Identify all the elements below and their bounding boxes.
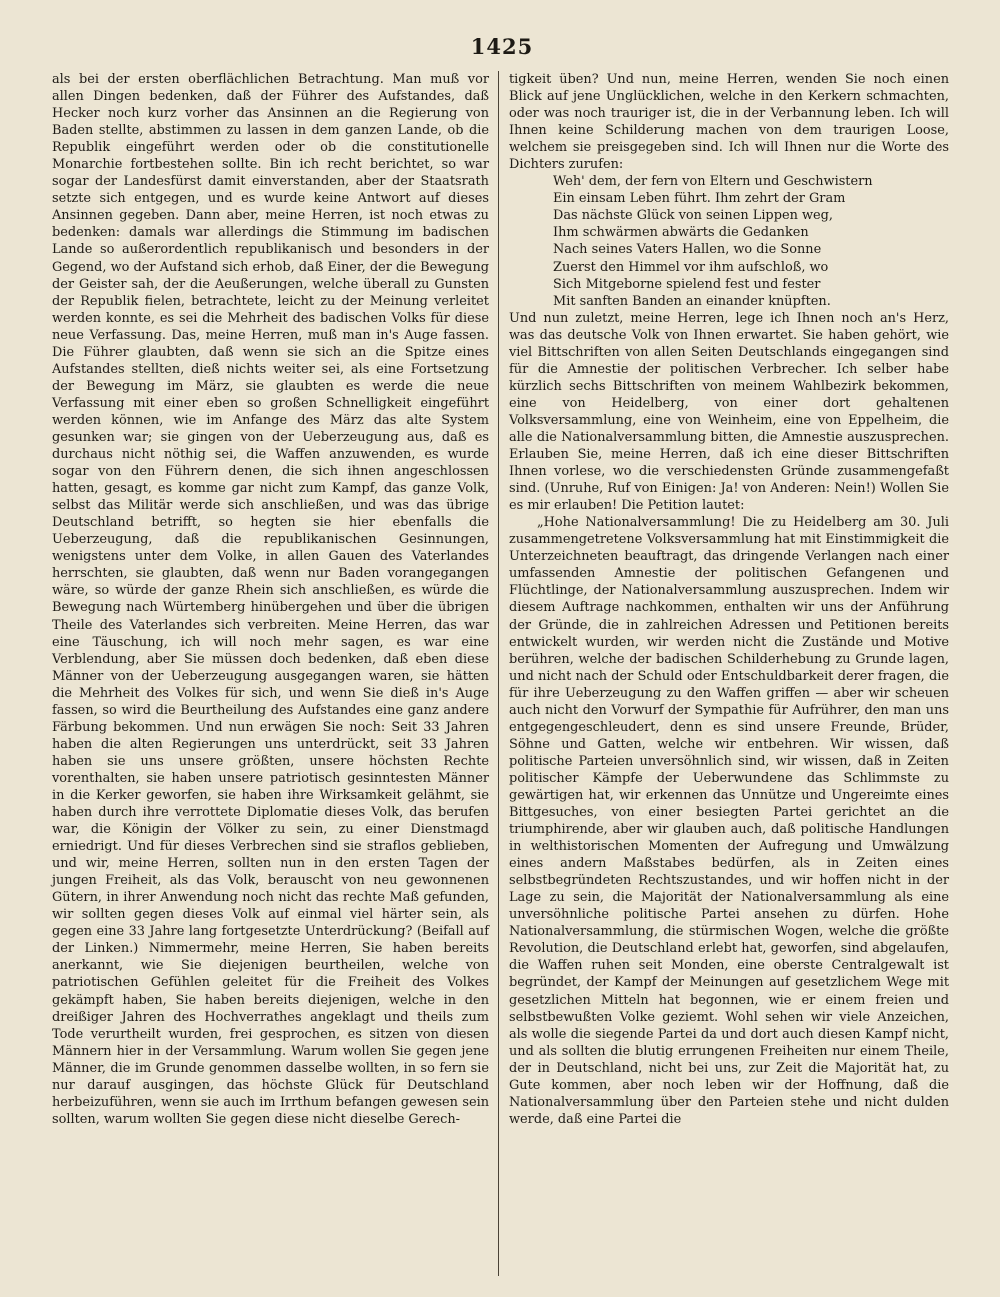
poem-line: Das nächste Glück von seinen Lippen weg,	[553, 208, 833, 224]
poem-line: Weh' dem, der fern von Eltern und Geschwistern	[553, 174, 873, 190]
left-paragraph: als bei der ersten oberflächlichen Betrachtung. Man muß vor allen Dingen bedenken, daß der Führer des Aufstandes, daß Hecker noch kurz vorher das Ansinnen an die Regierung von Baden stellte, abstimmen zu lassen in dem ganzen Lande, ob die Republik eingeführt werden oder ob die constitutionelle Monarchie fortbestehen sollte. Bin ich recht berichtet, so war sogar der Landesfürst damit einverstanden, aber der Staatsrath setzte sich entgegen, und es wurde keine Antwort auf dieses Ansinnen gegeben. Dann aber, meine Herren, ist noch etwas zu bedenken: damals war allerdings die Stimmung im badischen Lande so außerordentlich republikanisch und besonders in der Gegend, wo der Aufstand sich erhob, daß Einer, der die Bewegung der Geister sah, der die Aeußerungen, welche überall zu Gunsten der Republik fielen, betrachtete, leicht zu der Meinung verleitet werden konnte, es sei die Mehrheit des badischen Volks für diese neue Verfassung. Das, meine Herren, muß man in's Auge fassen. Die Führer glaubten, daß wenn sie sich an die Spitze eines Aufstandes stellten, dieß nichts weiter sei, als eine Fortsetzung der Bewegung im März, sie glaubten es werde die neue Verfassung mit einer eben so großen Schnelligkeit eingeführt werden können, wie im Anfange des März das alte System gesunken war; sie gingen von der Ueberzeugung aus, daß es durchaus nicht nöthig sei, die Waffen anzuwenden, es wurde sogar von den Führern denen, die sich ihnen angeschlossen hatten, gesagt, es komme gar nicht zum Kampf, das ganze Volk, selbst das Militär werde sich anschließen, und was das übrige Deutschland betrifft, so hegten sie hier ebenfalls die Ueberzeugung, daß die republikanischen Gesinnungen, wenigstens unter dem Volke, in allen Gauen des Vaterlandes herrschten, sie glaubten, daß wenn nur Baden vorangegangen wäre, so würde der ganze Rhein sich anschließen, es würde die Bewegung nach Würtemberg hinübergehen und über die übrigen Theile des Vaterlandes sich verbreiten. Meine Herren, das war eine Täuschung, ich will noch mehr sagen, es war eine Verblendung, aber Sie müssen doch bedenken, daß eben diese Männer von der Ueberzeugung ausgegangen waren, sie hätten die Mehrheit des Volkes für sich, und wenn Sie dieß in's Auge fassen, so wird die Beurtheilung des Aufstandes eine ganz andere Färbung bekommen. Und nun erwägen Sie noch: Seit 33 Jahren haben die alten Regierungen uns unterdrückt, seit 33 Jahren haben sie uns unsere größten, unsere höchsten Rechte vorenthalten, sie haben unsere patriotisch gesinntesten Männer in die Kerker geworfen, sie haben ihre Wirksamkeit gelähmt, sie haben durch ihre verrottete Diplomatie dieses Volk, das berufen war, die Königin der Völker zu sein, zu einer Dienstmagd erniedrigt. Und für dieses Verbrechen sind sie straflos geblieben, und wir, meine Herren, sollten nun in den ersten Tagen der jungen Freiheit, als das Volk, berauscht von neu gewonnenen Gütern, in ihrer Anwendung noch nicht das rechte Maß gefunden, wir sollten gegen dieses Volk auf einmal viel härter sein, als gegen eine 33 Jahre lang fortgesetzte Unterdrückung? (Beifall auf der Linken.) Nimmermehr, meine Herren, Sie haben bereits anerkannt, wie Sie diejenigen beurtheilen, welche von patriotischen Gefühlen geleitet für die Freiheit des Volkes gekämpft haben, Sie haben bereits diejenigen, welche in den dreißiger Jahren des Hochverrathes angeklagt und theils zum Tode verurtheilt wurden, frei gesprochen, es sitzen von diesen Männern hier in der Versammlung. Warum wollen Sie gegen jene Männer, die im Grunde genommen dasselbe wollten, in so fern sie nur darauf ausgingen, das höchste Glück für Deutschland herbeizuführen, wenn sie auch im Irrthum befangen gewesen sein sollten, warum wollten Sie gegen diese nicht dieselbe Gerech-	[52, 72, 489, 1127]
poem-line: Zuerst den Himmel vor ihm aufschloß, wo	[553, 259, 829, 275]
page-number: 1425	[470, 34, 534, 59]
poem-line: Sich Mitgeborne spielend fest und fester	[553, 276, 821, 292]
right-column	[509, 71, 949, 1128]
poem-line: Mit sanften Banden an einander knüpften.	[553, 293, 831, 309]
poem-quote	[553, 173, 949, 309]
right-intro-paragraph: tigkeit üben? Und nun, meine Herren, wenden Sie noch einen Blick auf jene Unglücklichen, welche in den Kerkern schmachten, oder was noch trauriger ist, die in der Verbannung leben. Ich will Ihnen keine Schilderung machen von dem traurigen Loose, welchem sie preisgegeben sind. Ich will Ihnen nur die Worte des Dichters zurufen:	[509, 72, 949, 173]
column-divider	[498, 71, 499, 1276]
text-columns	[52, 71, 952, 1276]
poem-line: Ein einsam Leben führt. Ihm zehrt der Gram	[553, 191, 846, 207]
poem-line: Ihm schwärmen abwärts die Gedanken	[553, 225, 809, 241]
right-after-verse-paragraph: Und nun zuletzt, meine Herren, lege ich Ihnen noch an's Herz, was das deutsche Volk von Ihnen erwartet. Sie haben gehört, wie viel Bittschriften von allen Seiten Deutschlands eingegangen sind für die Amnestie der politischen Verbrecher. Ich selber habe kürzlich sechs Bittschriften von meinem Wahlbezirk bekommen, eine von Heidelberg, von einer dort gehaltenen Volksversammlung, eine von Weinheim, eine von Eppelheim, die alle die Nationalversammlung bitten, die Amnestie auszusprechen. Erlauben Sie, meine Herren, daß ich eine dieser Bittschriften Ihnen vorlese, wo die verschiedensten Gründe zusammengefaßt sind. (Unruhe, Ruf von Einigen: Ja! von Anderen: Nein!) Wollen Sie es mir erlauben! Die Petition lautet:	[509, 310, 949, 514]
petition-text: „Hohe Nationalversammlung! Die zu Heidelberg am 30. Juli zusammengetretene Volksversammlung hat mit Einstimmigkeit die Unterzeichneten beauftragt, das dringende Verlangen nach einer umfassenden Amnestie der politischen Gefangenen und Flüchtlinge, der Nationalversammlung auszusprechen. Indem wir diesem Auftrage nachkommen, enthalten wir uns der Anführung der Gründe, die in zahlreichen Adressen und Petitionen bereits entwickelt wurden, wir werden nicht die Zustände und Motive berühren, welche der badischen Schilderhebung zu Grunde lagen, und nicht nach der Schuld oder Entschuldbarkeit derer fragen, die für ihre Ueberzeugung zu den Waffen griffen — aber wir scheuen auch nicht den Vorwurf der Sympathie für Aufrührer, den man uns entgegengeschleudert, denn es sind unsere Freunde, Brüder, Söhne und Gatten, welche wir entbehren. Wir wissen, daß politische Parteien unversöhnlich sind, wir wissen, daß in Zeiten politischer Kämpfe der Ueberwundene das Schlimmste zu gewärtigen hat, wir erkennen das Unnütze und Ungereimte eines Bittgesuches, von einer besiegten Partei gerichtet an die triumphirende, aber wir glauben auch, daß politische Handlungen in welthistorischen Momenten der Aufregung und Umwälzung eines andern Maßstabes bedürfen, als in Zeiten eines selbstbegründeten Rechtszustandes, und wir hoffen nicht in der Lage zu sein, die Majorität der Nationalversammlung als eine unversöhnliche politische Partei ansehen zu dürfen. Hohe Nationalversammlung, die stürmischen Wogen, welche die größte Revolution, die Deutschland erlebt hat, geworfen, sind abgelaufen, die Waffen ruhen seit Monden, eine oberste Centralgewalt ist begründet, der Kampf der Meinungen auf gesetzlichem Wege mit gesetzlichen Mitteln hat begonnen, wie er einem freien und selbstbewußten Volke geziemt. Wohl sehen wir viele Anzeichen, als wolle die siegende Partei da und dort auch diesen Kampf nicht, und als sollten die blutig errungenen Freiheiten nur einem Theile, der in Deutschland, nicht bei uns, zur Zeit die Majorität hat, zu Gute kommen, aber noch leben wir der Hoffnung, daß die Nationalversammlung über den Parteien stehe und nicht dulden werde, daß eine Partei die	[509, 515, 949, 1127]
poem-line: Nach seines Vaters Hallen, wo die Sonne	[553, 242, 822, 258]
left-column	[52, 71, 489, 1128]
